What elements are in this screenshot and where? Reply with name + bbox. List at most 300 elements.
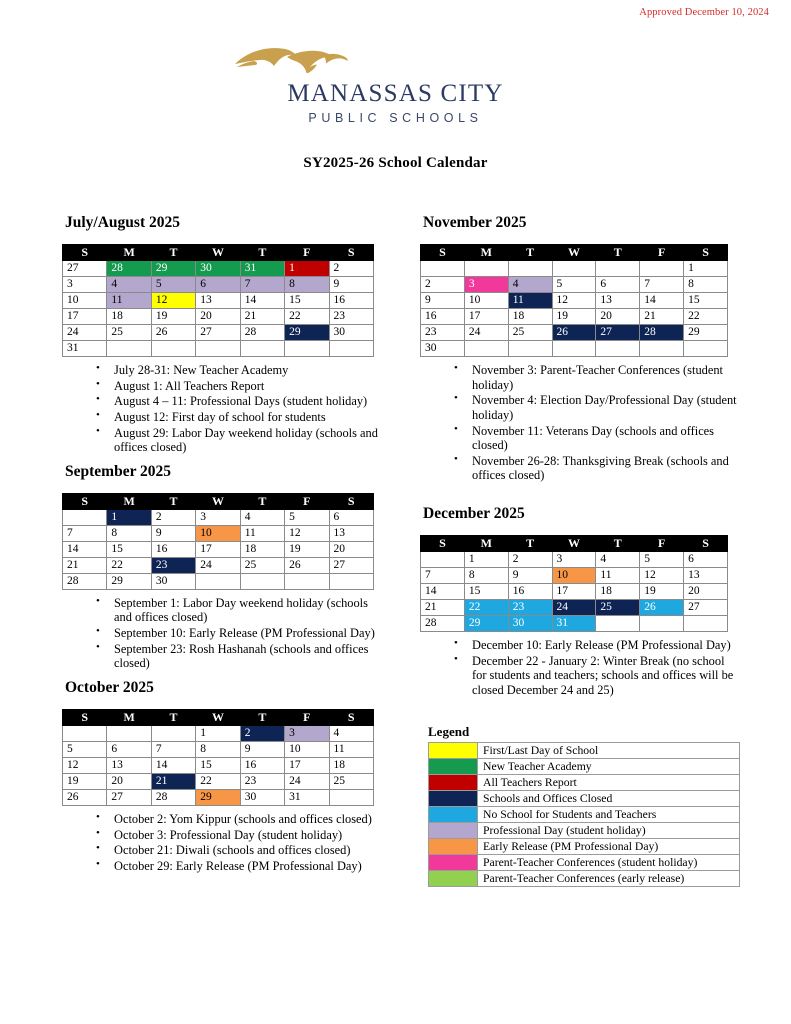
day-cell-30[interactable]: 30 bbox=[421, 341, 465, 357]
day-cell-empty bbox=[640, 261, 684, 277]
legend-swatch-7 bbox=[429, 854, 478, 870]
calendar-week-row bbox=[63, 573, 374, 589]
day-cell-empty bbox=[596, 261, 640, 277]
day-cell-6[interactable]: 6 bbox=[596, 277, 640, 293]
day-cell-30[interactable]: 30 bbox=[240, 789, 284, 805]
day-cell-empty bbox=[151, 725, 195, 741]
day-cell-16[interactable]: 16 bbox=[508, 584, 552, 600]
day-cell-14[interactable]: 14 bbox=[151, 757, 195, 773]
day-cell-22[interactable]: 22 bbox=[107, 557, 151, 573]
day-cell-28[interactable]: 28 bbox=[63, 573, 107, 589]
day-cell-18[interactable]: 18 bbox=[240, 541, 284, 557]
notes-list-december bbox=[420, 638, 740, 698]
day-cell-28[interactable]: 28 bbox=[107, 261, 151, 277]
day-cell-23[interactable]: 23 bbox=[421, 325, 465, 341]
day-cell-4[interactable]: 4 bbox=[596, 552, 640, 568]
calendar-week-row bbox=[63, 309, 374, 325]
day-cell-1[interactable]: 1 bbox=[684, 261, 728, 277]
weekday-header-row bbox=[63, 709, 374, 725]
weekday-header-1: M bbox=[464, 536, 508, 552]
note-item-1: • October 3: Professional Day (student holiday) bbox=[96, 828, 382, 843]
calendar-week-row bbox=[63, 325, 374, 341]
day-cell-25[interactable]: 25 bbox=[107, 325, 151, 341]
day-cell-31[interactable]: 31 bbox=[240, 261, 284, 277]
calendar-week-row bbox=[63, 725, 374, 741]
day-cell-30[interactable]: 30 bbox=[151, 573, 195, 589]
day-cell-6[interactable]: 6 bbox=[684, 552, 728, 568]
weekday-header-3: W bbox=[552, 536, 596, 552]
day-cell-26[interactable]: 26 bbox=[63, 789, 107, 805]
day-cell-28[interactable]: 28 bbox=[421, 616, 465, 632]
day-cell-9[interactable]: 9 bbox=[508, 568, 552, 584]
day-cell-24[interactable]: 24 bbox=[552, 600, 596, 616]
day-cell-24[interactable]: 24 bbox=[285, 773, 329, 789]
day-cell-12[interactable]: 12 bbox=[285, 525, 329, 541]
note-item-2: • September 23: Rosh Hashanah (schools and offices closed) bbox=[96, 642, 382, 671]
day-cell-12[interactable]: 12 bbox=[151, 293, 195, 309]
day-cell-12[interactable]: 12 bbox=[552, 293, 596, 309]
left-column bbox=[62, 214, 382, 881]
day-cell-1[interactable]: 1 bbox=[285, 261, 329, 277]
calendar-week-row bbox=[63, 541, 374, 557]
weekday-header-0: S bbox=[421, 536, 465, 552]
day-cell-20[interactable]: 20 bbox=[596, 309, 640, 325]
day-cell-16[interactable]: 16 bbox=[421, 309, 465, 325]
day-cell-empty bbox=[421, 552, 465, 568]
day-cell-17[interactable]: 17 bbox=[464, 309, 508, 325]
day-cell-27[interactable]: 27 bbox=[329, 557, 373, 573]
day-cell-7[interactable]: 7 bbox=[63, 525, 107, 541]
note-item-0: • October 2: Yom Kippur (schools and offices closed) bbox=[96, 812, 382, 827]
weekday-header-row bbox=[421, 536, 728, 552]
weekday-header-0: S bbox=[63, 709, 107, 725]
day-cell-11[interactable]: 11 bbox=[329, 741, 373, 757]
day-cell-6[interactable]: 6 bbox=[329, 509, 373, 525]
day-cell-9[interactable]: 9 bbox=[240, 741, 284, 757]
day-cell-13[interactable]: 13 bbox=[596, 293, 640, 309]
day-cell-2[interactable]: 2 bbox=[240, 725, 284, 741]
legend-label-8: Parent-Teacher Conferences (early release) bbox=[478, 870, 740, 886]
calendar-week-row bbox=[63, 757, 374, 773]
day-cell-11[interactable]: 11 bbox=[107, 293, 151, 309]
day-cell-16[interactable]: 16 bbox=[151, 541, 195, 557]
day-cell-9[interactable]: 9 bbox=[421, 293, 465, 309]
day-cell-empty bbox=[640, 341, 684, 357]
day-cell-empty bbox=[107, 725, 151, 741]
legend-swatch-6 bbox=[429, 838, 478, 854]
legend-label-1: New Teacher Academy bbox=[478, 758, 740, 774]
note-item-3: • November 26-28: Thanksgiving Break (schools and offices closed) bbox=[454, 454, 740, 483]
day-cell-23[interactable]: 23 bbox=[329, 309, 373, 325]
weekday-header-6: S bbox=[329, 709, 373, 725]
weekday-header-4: T bbox=[240, 709, 284, 725]
day-cell-8[interactable]: 8 bbox=[107, 525, 151, 541]
day-cell-8[interactable]: 8 bbox=[464, 568, 508, 584]
day-cell-30[interactable]: 30 bbox=[196, 261, 240, 277]
day-cell-1[interactable]: 1 bbox=[107, 509, 151, 525]
day-cell-empty bbox=[240, 573, 284, 589]
day-cell-8[interactable]: 8 bbox=[285, 277, 329, 293]
day-cell-25[interactable]: 25 bbox=[596, 600, 640, 616]
day-cell-12[interactable]: 12 bbox=[63, 757, 107, 773]
weekday-header-5: F bbox=[285, 709, 329, 725]
day-cell-empty bbox=[552, 341, 596, 357]
calendar-table-november bbox=[420, 244, 728, 357]
legend-row bbox=[429, 742, 740, 758]
calendar-week-row bbox=[421, 341, 728, 357]
day-cell-18[interactable]: 18 bbox=[107, 309, 151, 325]
calendar-week-row bbox=[63, 341, 374, 357]
month-heading-october: October 2025 bbox=[65, 678, 154, 696]
weekday-header-3: W bbox=[196, 245, 240, 261]
day-cell-21[interactable]: 21 bbox=[240, 309, 284, 325]
day-cell-6[interactable]: 6 bbox=[196, 277, 240, 293]
day-cell-empty bbox=[596, 616, 640, 632]
weekday-header-1: M bbox=[107, 493, 151, 509]
calendar-week-row bbox=[421, 552, 728, 568]
legend-table bbox=[428, 742, 740, 887]
day-cell-11[interactable]: 11 bbox=[508, 293, 552, 309]
day-cell-27[interactable]: 27 bbox=[63, 261, 107, 277]
day-cell-10[interactable]: 10 bbox=[464, 293, 508, 309]
day-cell-18[interactable]: 18 bbox=[508, 309, 552, 325]
day-cell-9[interactable]: 9 bbox=[151, 525, 195, 541]
day-cell-28[interactable]: 28 bbox=[240, 325, 284, 341]
note-item-1: • August 1: All Teachers Report bbox=[96, 379, 382, 394]
day-cell-17[interactable]: 17 bbox=[63, 309, 107, 325]
legend-block bbox=[420, 724, 740, 887]
day-cell-13[interactable]: 13 bbox=[329, 525, 373, 541]
day-cell-31[interactable]: 31 bbox=[285, 789, 329, 805]
calendar-week-row bbox=[63, 509, 374, 525]
day-cell-15[interactable]: 15 bbox=[196, 757, 240, 773]
weekday-header-row bbox=[421, 245, 728, 261]
day-cell-empty bbox=[240, 341, 284, 357]
day-cell-10[interactable]: 10 bbox=[552, 568, 596, 584]
month-heading-july-august: July/August 2025 bbox=[65, 214, 180, 231]
notes-list-july-august bbox=[62, 363, 382, 455]
weekday-header-2: T bbox=[151, 709, 195, 725]
day-cell-24[interactable]: 24 bbox=[464, 325, 508, 341]
day-cell-29[interactable]: 29 bbox=[196, 789, 240, 805]
day-cell-9[interactable]: 9 bbox=[329, 277, 373, 293]
day-cell-14[interactable]: 14 bbox=[63, 541, 107, 557]
legend-swatch-8 bbox=[429, 870, 478, 886]
day-cell-29[interactable]: 29 bbox=[285, 325, 329, 341]
day-cell-29[interactable]: 29 bbox=[684, 325, 728, 341]
weekday-header-2: T bbox=[151, 245, 195, 261]
day-cell-empty bbox=[508, 341, 552, 357]
day-cell-empty bbox=[329, 341, 373, 357]
note-item-2: • August 4 – 11: Professional Days (student holiday) bbox=[96, 394, 382, 409]
day-cell-7[interactable]: 7 bbox=[421, 568, 465, 584]
day-cell-19[interactable]: 19 bbox=[63, 773, 107, 789]
day-cell-18[interactable]: 18 bbox=[596, 584, 640, 600]
day-cell-19[interactable]: 19 bbox=[552, 309, 596, 325]
day-cell-16[interactable]: 16 bbox=[240, 757, 284, 773]
logo-wordmark: MANASSAS CITY bbox=[287, 80, 504, 107]
day-cell-17[interactable]: 17 bbox=[552, 584, 596, 600]
notes-list-october bbox=[62, 812, 382, 874]
calendar-week-row bbox=[421, 277, 728, 293]
note-item-2: • October 21: Diwali (schools and offices closed) bbox=[96, 843, 382, 858]
legend-row bbox=[429, 822, 740, 838]
note-item-2: • November 11: Veterans Day (schools and offices closed) bbox=[454, 424, 740, 453]
day-cell-13[interactable]: 13 bbox=[196, 293, 240, 309]
day-cell-12[interactable]: 12 bbox=[640, 568, 684, 584]
day-cell-24[interactable]: 24 bbox=[63, 325, 107, 341]
day-cell-23[interactable]: 23 bbox=[151, 557, 195, 573]
day-cell-30[interactable]: 30 bbox=[329, 325, 373, 341]
calendar-week-row bbox=[421, 584, 728, 600]
notes-list-november bbox=[420, 363, 740, 483]
weekday-header-6: S bbox=[684, 245, 728, 261]
calendar-week-row bbox=[63, 557, 374, 573]
legend-row bbox=[429, 870, 740, 886]
month-heading-november: November 2025 bbox=[423, 214, 527, 231]
weekday-header-1: M bbox=[107, 245, 151, 261]
day-cell-8[interactable]: 8 bbox=[196, 741, 240, 757]
weekday-header-5: F bbox=[285, 493, 329, 509]
day-cell-23[interactable]: 23 bbox=[508, 600, 552, 616]
legend-swatch-2 bbox=[429, 774, 478, 790]
legend-row bbox=[429, 758, 740, 774]
day-cell-14[interactable]: 14 bbox=[640, 293, 684, 309]
eagle-icon bbox=[231, 42, 351, 80]
note-item-1: • December 22 - January 2: Winter Break (no school for students and teachers; schools and offices will be closed December 24 and 25) bbox=[454, 654, 740, 698]
weekday-header-2: T bbox=[508, 536, 552, 552]
day-cell-25[interactable]: 25 bbox=[508, 325, 552, 341]
calendar-week-row bbox=[63, 261, 374, 277]
weekday-header-6: S bbox=[329, 493, 373, 509]
month-block-october bbox=[62, 679, 382, 874]
day-cell-empty bbox=[596, 341, 640, 357]
day-cell-2[interactable]: 2 bbox=[421, 277, 465, 293]
day-cell-5[interactable]: 5 bbox=[63, 741, 107, 757]
month-block-july-august bbox=[62, 214, 382, 455]
calendar-week-row bbox=[421, 325, 728, 341]
day-cell-15[interactable]: 15 bbox=[285, 293, 329, 309]
legend-row bbox=[429, 790, 740, 806]
calendar-table-july-august bbox=[62, 244, 374, 357]
calendar-week-row bbox=[63, 525, 374, 541]
day-cell-30[interactable]: 30 bbox=[508, 616, 552, 632]
day-cell-empty bbox=[285, 341, 329, 357]
day-cell-1[interactable]: 1 bbox=[464, 552, 508, 568]
day-cell-26[interactable]: 26 bbox=[285, 557, 329, 573]
day-cell-3[interactable]: 3 bbox=[552, 552, 596, 568]
day-cell-11[interactable]: 11 bbox=[240, 525, 284, 541]
day-cell-21[interactable]: 21 bbox=[421, 600, 465, 616]
day-cell-20[interactable]: 20 bbox=[329, 541, 373, 557]
day-cell-empty bbox=[329, 573, 373, 589]
day-cell-21[interactable]: 21 bbox=[151, 773, 195, 789]
note-item-0: • November 3: Parent-Teacher Conferences (student holiday) bbox=[454, 363, 740, 392]
calendar-week-row bbox=[421, 616, 728, 632]
day-cell-14[interactable]: 14 bbox=[421, 584, 465, 600]
note-item-4: • August 29: Labor Day weekend holiday (schools and offices closed) bbox=[96, 426, 382, 455]
day-cell-empty bbox=[421, 261, 465, 277]
day-cell-empty bbox=[151, 341, 195, 357]
calendar-week-row bbox=[63, 789, 374, 805]
day-cell-25[interactable]: 25 bbox=[240, 557, 284, 573]
day-cell-5[interactable]: 5 bbox=[640, 552, 684, 568]
day-cell-19[interactable]: 19 bbox=[151, 309, 195, 325]
day-cell-4[interactable]: 4 bbox=[329, 725, 373, 741]
day-cell-10[interactable]: 10 bbox=[63, 293, 107, 309]
day-cell-16[interactable]: 16 bbox=[329, 293, 373, 309]
day-cell-26[interactable]: 26 bbox=[552, 325, 596, 341]
day-cell-empty bbox=[196, 573, 240, 589]
weekday-header-5: F bbox=[640, 245, 684, 261]
day-cell-21[interactable]: 21 bbox=[63, 557, 107, 573]
day-cell-13[interactable]: 13 bbox=[107, 757, 151, 773]
day-cell-empty bbox=[107, 341, 151, 357]
calendar-week-row bbox=[63, 293, 374, 309]
day-cell-29[interactable]: 29 bbox=[464, 616, 508, 632]
day-cell-17[interactable]: 17 bbox=[285, 757, 329, 773]
month-heading-september: September 2025 bbox=[65, 462, 172, 480]
day-cell-25[interactable]: 25 bbox=[329, 773, 373, 789]
day-cell-3[interactable]: 3 bbox=[285, 725, 329, 741]
day-cell-empty bbox=[464, 261, 508, 277]
calendar-week-row bbox=[63, 741, 374, 757]
calendar-week-row bbox=[421, 261, 728, 277]
day-cell-7[interactable]: 7 bbox=[151, 741, 195, 757]
day-cell-1[interactable]: 1 bbox=[196, 725, 240, 741]
day-cell-24[interactable]: 24 bbox=[196, 557, 240, 573]
day-cell-18[interactable]: 18 bbox=[329, 757, 373, 773]
note-item-1: • September 10: Early Release (PM Professional Day) bbox=[96, 626, 382, 641]
day-cell-19[interactable]: 19 bbox=[285, 541, 329, 557]
day-cell-26[interactable]: 26 bbox=[640, 600, 684, 616]
legend-title: Legend bbox=[428, 723, 470, 739]
day-cell-3[interactable]: 3 bbox=[63, 277, 107, 293]
day-cell-10[interactable]: 10 bbox=[196, 525, 240, 541]
day-cell-10[interactable]: 10 bbox=[285, 741, 329, 757]
weekday-header-6: S bbox=[329, 245, 373, 261]
day-cell-31[interactable]: 31 bbox=[63, 341, 107, 357]
day-cell-22[interactable]: 22 bbox=[684, 309, 728, 325]
calendar-table-september bbox=[62, 493, 374, 590]
note-item-0: • July 28-31: New Teacher Academy bbox=[96, 363, 382, 378]
legend-swatch-3 bbox=[429, 790, 478, 806]
weekday-header-2: T bbox=[151, 493, 195, 509]
legend-label-4: No School for Students and Teachers bbox=[478, 806, 740, 822]
day-cell-empty bbox=[552, 261, 596, 277]
day-cell-2[interactable]: 2 bbox=[151, 509, 195, 525]
day-cell-27[interactable]: 27 bbox=[596, 325, 640, 341]
day-cell-28[interactable]: 28 bbox=[640, 325, 684, 341]
day-cell-27[interactable]: 27 bbox=[684, 600, 728, 616]
note-item-0: • September 1: Labor Day weekend holiday (schools and offices closed) bbox=[96, 596, 382, 625]
day-cell-27[interactable]: 27 bbox=[107, 789, 151, 805]
calendar-table-december bbox=[420, 535, 728, 632]
weekday-header-row bbox=[63, 245, 374, 261]
day-cell-13[interactable]: 13 bbox=[684, 568, 728, 584]
day-cell-17[interactable]: 17 bbox=[196, 541, 240, 557]
day-cell-20[interactable]: 20 bbox=[196, 309, 240, 325]
calendar-week-row bbox=[421, 600, 728, 616]
day-cell-31[interactable]: 31 bbox=[552, 616, 596, 632]
note-item-1: • November 4: Election Day/Professional Day (student holiday) bbox=[454, 393, 740, 422]
day-cell-2[interactable]: 2 bbox=[329, 261, 373, 277]
day-cell-empty bbox=[329, 789, 373, 805]
legend-label-0: First/Last Day of School bbox=[478, 742, 740, 758]
day-cell-7[interactable]: 7 bbox=[640, 277, 684, 293]
day-cell-26[interactable]: 26 bbox=[151, 325, 195, 341]
day-cell-14[interactable]: 14 bbox=[240, 293, 284, 309]
day-cell-8[interactable]: 8 bbox=[684, 277, 728, 293]
day-cell-4[interactable]: 4 bbox=[107, 277, 151, 293]
weekday-header-1: M bbox=[464, 245, 508, 261]
weekday-header-0: S bbox=[63, 245, 107, 261]
day-cell-29[interactable]: 29 bbox=[107, 573, 151, 589]
day-cell-23[interactable]: 23 bbox=[240, 773, 284, 789]
day-cell-22[interactable]: 22 bbox=[196, 773, 240, 789]
legend-row bbox=[429, 838, 740, 854]
legend-swatch-4 bbox=[429, 806, 478, 822]
legend-label-6: Early Release (PM Professional Day) bbox=[478, 838, 740, 854]
day-cell-15[interactable]: 15 bbox=[464, 584, 508, 600]
day-cell-28[interactable]: 28 bbox=[151, 789, 195, 805]
day-cell-11[interactable]: 11 bbox=[596, 568, 640, 584]
day-cell-6[interactable]: 6 bbox=[107, 741, 151, 757]
legend-swatch-1 bbox=[429, 758, 478, 774]
day-cell-empty bbox=[640, 616, 684, 632]
legend-label-3: Schools and Offices Closed bbox=[478, 790, 740, 806]
day-cell-3[interactable]: 3 bbox=[464, 277, 508, 293]
day-cell-21[interactable]: 21 bbox=[640, 309, 684, 325]
note-item-0: • December 10: Early Release (PM Professional Day) bbox=[454, 638, 740, 653]
month-block-november bbox=[420, 214, 740, 483]
weekday-header-4: T bbox=[596, 245, 640, 261]
calendar-week-row bbox=[63, 277, 374, 293]
day-cell-5[interactable]: 5 bbox=[552, 277, 596, 293]
day-cell-7[interactable]: 7 bbox=[240, 277, 284, 293]
weekday-header-4: T bbox=[596, 536, 640, 552]
day-cell-empty bbox=[63, 509, 107, 525]
note-item-3: • October 29: Early Release (PM Professional Day) bbox=[96, 859, 382, 874]
day-cell-empty bbox=[684, 616, 728, 632]
day-cell-5[interactable]: 5 bbox=[285, 509, 329, 525]
weekday-header-0: S bbox=[63, 493, 107, 509]
logo-subtitle: PUBLIC SCHOOLS bbox=[308, 110, 483, 125]
day-cell-empty bbox=[63, 725, 107, 741]
day-cell-4[interactable]: 4 bbox=[240, 509, 284, 525]
day-cell-5[interactable]: 5 bbox=[151, 277, 195, 293]
day-cell-15[interactable]: 15 bbox=[107, 541, 151, 557]
day-cell-20[interactable]: 20 bbox=[107, 773, 151, 789]
day-cell-19[interactable]: 19 bbox=[640, 584, 684, 600]
day-cell-22[interactable]: 22 bbox=[285, 309, 329, 325]
day-cell-2[interactable]: 2 bbox=[508, 552, 552, 568]
day-cell-4[interactable]: 4 bbox=[508, 277, 552, 293]
weekday-header-5: F bbox=[285, 245, 329, 261]
weekday-header-5: F bbox=[640, 536, 684, 552]
weekday-header-6: S bbox=[684, 536, 728, 552]
day-cell-3[interactable]: 3 bbox=[196, 509, 240, 525]
day-cell-20[interactable]: 20 bbox=[684, 584, 728, 600]
day-cell-22[interactable]: 22 bbox=[464, 600, 508, 616]
day-cell-29[interactable]: 29 bbox=[151, 261, 195, 277]
day-cell-27[interactable]: 27 bbox=[196, 325, 240, 341]
month-block-september bbox=[62, 463, 382, 671]
day-cell-15[interactable]: 15 bbox=[684, 293, 728, 309]
month-block-december bbox=[420, 505, 740, 698]
day-cell-empty bbox=[464, 341, 508, 357]
note-item-3: • August 12: First day of school for students bbox=[96, 410, 382, 425]
